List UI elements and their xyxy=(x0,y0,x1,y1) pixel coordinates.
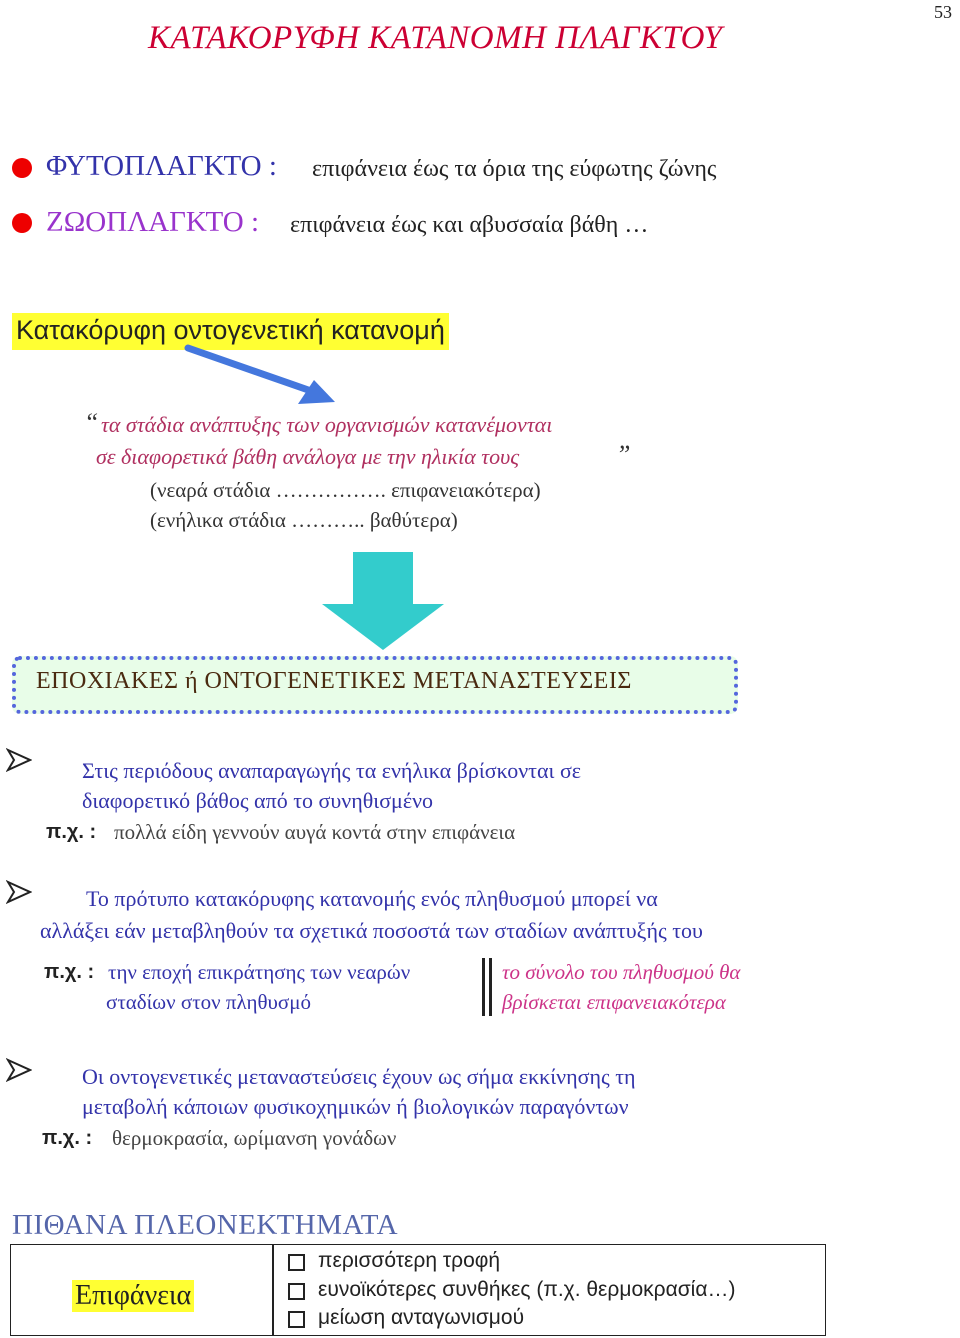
example-label: π.χ. : xyxy=(42,1127,93,1149)
advantage-item: ευνοϊκότερες συνθήκες (π.χ. θερμοκρασία…) xyxy=(318,1278,736,1301)
arrowhead-bullet-icon xyxy=(6,1056,32,1082)
quote-line-2: σε διαφορετικά βάθη ανάλογα με την ηλικία τους xyxy=(96,444,520,469)
page-title: ΚΑΤΑΚΟΡΥΦΗ ΚΑΤΑΝΟΜΗ ΠΛΑΓΚΤΟΥ xyxy=(148,20,723,56)
red-bullet-icon xyxy=(12,213,32,233)
bullet-1-example: πολλά είδη γεννούν αυγά κοντά στην επιφάνεια xyxy=(114,820,516,844)
bullet-2-result-2: βρίσκεται επιφανειακότερα xyxy=(502,990,726,1014)
advantages-heading: ΠΙΘΑΝΑ ΠΛΕΟΝΕΚΤΗΜΑΤΑ xyxy=(12,1209,399,1241)
bullet-3-line-2: μεταβολή κάποιων φυσικοχημικών ή βιολογικών παραγόντων xyxy=(82,1094,629,1119)
diagonal-arrow-icon xyxy=(180,340,360,420)
phytoplankton-desc: επιφάνεια έως τα όρια της εύφωτης ζώνης xyxy=(312,156,717,182)
migrations-banner-text: ΕΠΟΧΙΑΚΕΣ ή ΟΝΤΟΓΕΝΕΤΙΚΕΣ ΜΕΤΑΝΑΣΤΕΥΣΕΙΣ xyxy=(36,668,632,694)
bullet-2-result-1: το σύνολο του πληθυσμού θα xyxy=(502,960,741,984)
bullet-1-line-1: Στις περιόδους αναπαραγωγής τα ενήλικα βρίσκονται σε xyxy=(82,758,582,783)
arrowhead-bullet-icon xyxy=(6,746,32,772)
bullet-3-line-1: Οι οντογενετικές μεταναστεύσεις έχουν ως σήμα εκκίνησης τη xyxy=(82,1064,636,1089)
surface-label: Επιφάνεια xyxy=(72,1280,194,1312)
quote-line-1: τα στάδια ανάπτυξης των οργανισμών κατανέμονται xyxy=(101,412,553,437)
vertical-divider xyxy=(482,958,485,1016)
zooplankton-desc: επιφάνεια έως και αβυσσαία βάθη … xyxy=(290,212,649,238)
down-arrow-icon xyxy=(322,552,444,652)
example-label: π.χ. : xyxy=(44,961,95,983)
bullet-2-line-2: αλλάξει εάν μεταβληθούν τα σχετικά ποσοστά των σταδίων ανάπτυξής του xyxy=(40,918,703,943)
advantage-item: μείωση ανταγωνισμού xyxy=(318,1306,525,1329)
bullet-2-line-1: Το πρότυπο κατακόρυφης κατανομής ενός πληθυσμού μπορεί να xyxy=(86,886,658,911)
bullet-1-line-2: διαφορετικό βάθος από το συνηθισμένο xyxy=(82,788,434,813)
table-divider xyxy=(272,1244,274,1336)
red-bullet-icon xyxy=(12,158,32,178)
open-quote: “ xyxy=(84,408,99,437)
arrowhead-bullet-icon xyxy=(6,878,32,904)
checkbox-bullet-icon xyxy=(288,1311,305,1328)
ontogenetic-heading: Κατακόρυφη οντογενετική κατανομή xyxy=(12,313,449,350)
page-number: 53 xyxy=(934,2,952,22)
adult-stages-line: (ενήλικα στάδια ……….. βαθύτερα) xyxy=(150,508,458,532)
zooplankton-term: ΖΩΟΠΛΑΓΚΤΟ : xyxy=(46,206,259,238)
phytoplankton-term: ΦΥΤΟΠΛΑΓΚΤΟ : xyxy=(46,150,277,182)
young-stages-line: (νεαρά στάδια ……………. επιφανειακότερα) xyxy=(150,478,541,502)
advantage-item: περισσότερη τροφή xyxy=(318,1249,501,1272)
vertical-divider xyxy=(489,958,492,1016)
close-quote: ” xyxy=(616,440,631,469)
bullet-2-example-1: την εποχή επικράτησης των νεαρών xyxy=(108,960,411,984)
bullet-3-example: θερμοκρασία, ωρίμανση γονάδων xyxy=(112,1126,397,1150)
checkbox-bullet-icon xyxy=(288,1283,305,1300)
bullet-2-example-2: σταδίων στον πληθυσμό xyxy=(106,990,311,1014)
checkbox-bullet-icon xyxy=(288,1254,305,1271)
example-label: π.χ. : xyxy=(46,821,97,843)
